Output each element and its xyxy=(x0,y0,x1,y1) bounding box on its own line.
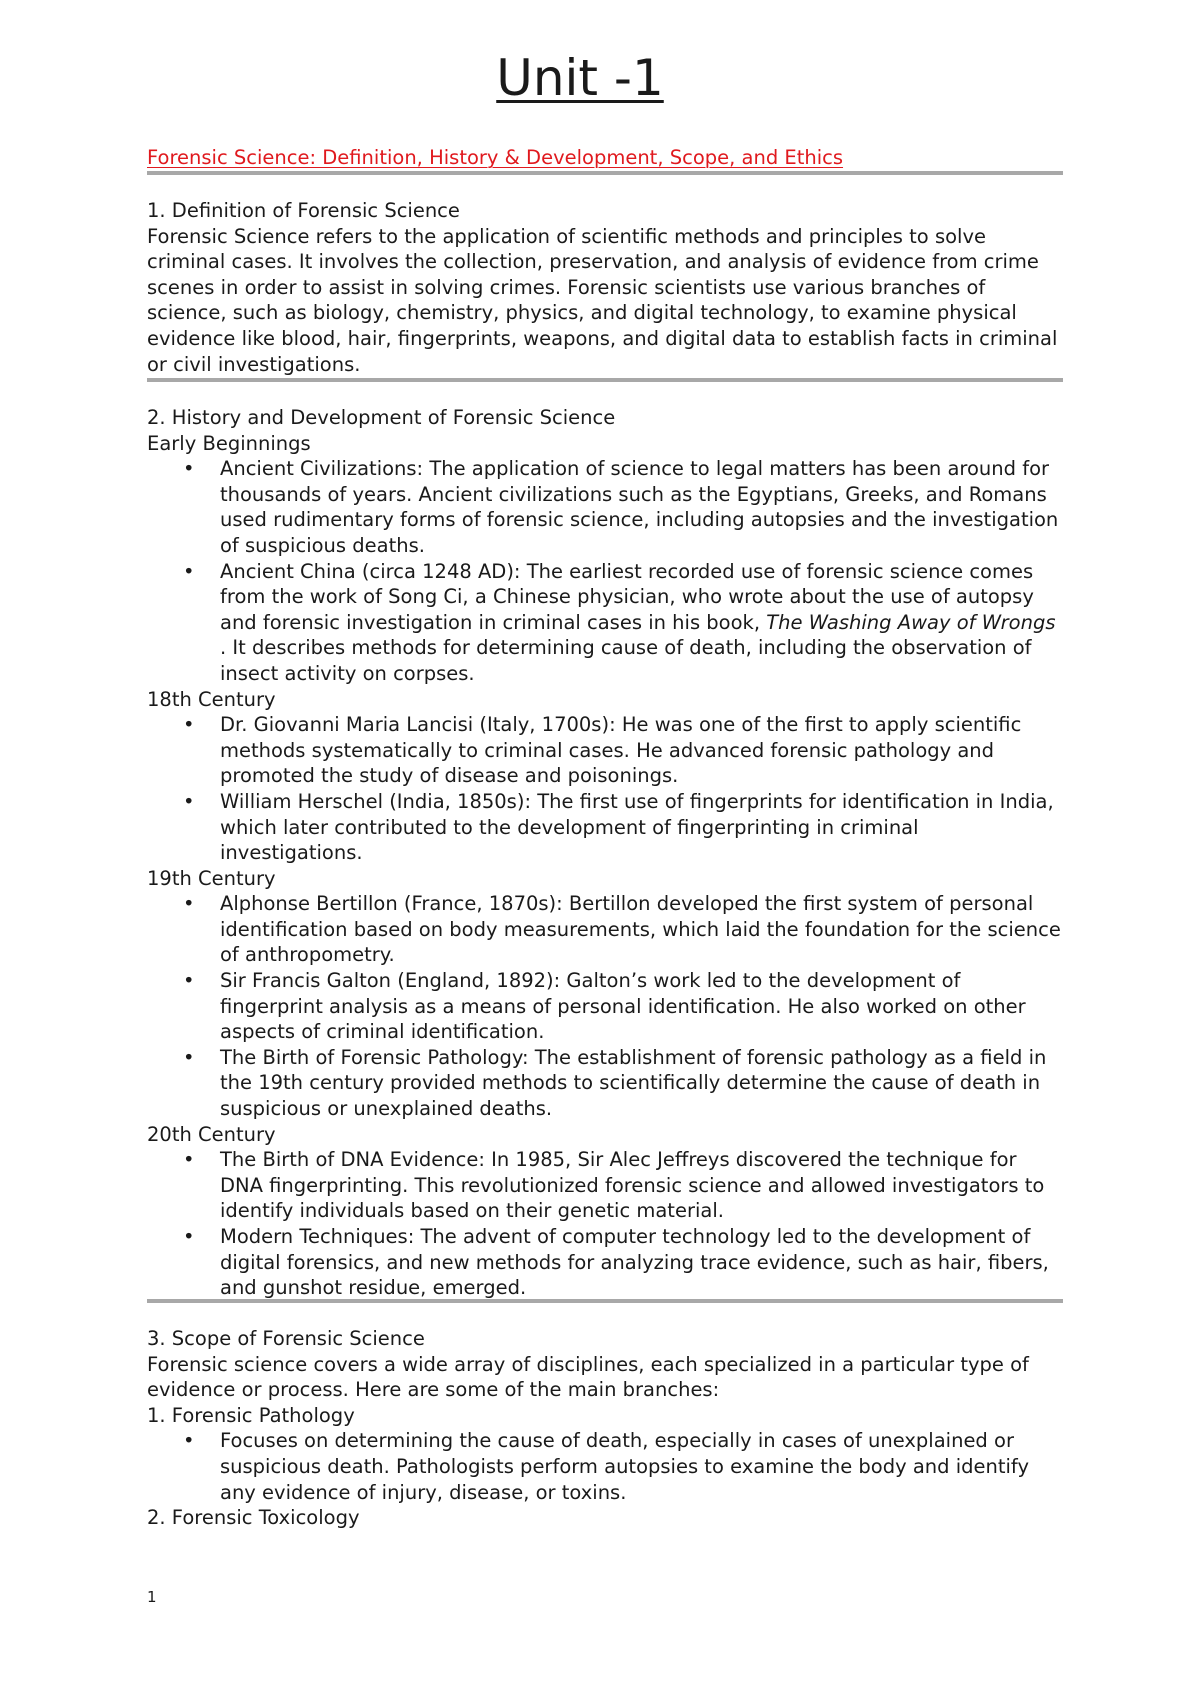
list-item: • Modern Techniques: The advent of computer technology led to the development of digital forensics, and new methods for analyzing trace evidence, such as hair, fibers, and gunshot residue, emerged. xyxy=(147,1224,1063,1301)
section-heading: 2. History and Development of Forensic Science xyxy=(147,406,616,429)
period-label: Early Beginnings xyxy=(147,431,311,455)
section-divider xyxy=(147,1299,1063,1303)
book-title: The Washing Away of Wrongs xyxy=(766,610,1056,634)
list-item: • Alphonse Bertillon (France, 1870s): Bertillon developed the first system of personal identification based on body measurements, which laid the foundation for the science of anthropometry. xyxy=(147,891,1063,968)
bullet-list xyxy=(147,712,1063,866)
section-divider xyxy=(147,378,1063,382)
list-item: • Ancient Civilizations: The application of science to legal matters has been around for thousands of years. Ancient civilizations such as the Egyptians, Greeks, and Romans used rudimentary forms of forensic science, including autopsies and the investigation of suspicious deaths. xyxy=(147,456,1063,558)
text-segment: Ancient China (circa 1248 AD): The earliest recorded use of forensic science comes from the work of Song Ci, a Chinese physician, who wrote about the use of autopsy and forensic investigation in criminal cases in his book, xyxy=(220,559,1034,634)
bullet-list xyxy=(147,1428,1063,1505)
period-label: 19th Century xyxy=(147,866,276,890)
list-item: • The Birth of Forensic Pathology: The establishment of forensic pathology as a field in the 19th century provided methods to scientifically determine the cause of death in suspicious or unexplained deaths. xyxy=(147,1045,1063,1122)
list-item: • Sir Francis Galton (England, 1892): Galton’s work led to the development of fingerprint analysis as a means of personal identification. He also worked on other aspects of criminal identification. xyxy=(147,968,1063,1045)
period-label: 18th Century xyxy=(147,687,276,711)
section-heading: 1. Definition of Forensic Science xyxy=(147,199,460,222)
section-scope xyxy=(147,1326,1063,1531)
list-item xyxy=(147,559,1063,687)
document-subtitle: Forensic Science: Definition, History & Development, Scope, and Ethics xyxy=(147,146,844,169)
branch-label: 1. Forensic Pathology xyxy=(147,1403,355,1427)
list-item: • William Herschel (India, 1850s): The first use of fingerprints for identification in India, which later contributed to the development of fingerprinting in criminal investigations. xyxy=(147,789,1063,866)
bullet-list xyxy=(147,456,1063,686)
bullet-list xyxy=(147,891,1063,1121)
list-item: • The Birth of DNA Evidence: In 1985, Sir Alec Jeffreys discovered the technique for DNA fingerprinting. This revolutionized forensic science and allowed investigators to identify individuals based on their genetic material. xyxy=(147,1147,1063,1224)
list-item: • Dr. Giovanni Maria Lancisi (Italy, 1700s): He was one of the first to apply scientific methods systematically to criminal cases. He advanced forensic pathology and promoted the study of disease and poisonings. xyxy=(147,712,1063,789)
page-number: 1 xyxy=(147,1588,157,1606)
period-label: 20th Century xyxy=(147,1122,276,1146)
section-heading: 3. Scope of Forensic Science xyxy=(147,1327,425,1350)
document-title: Unit -1 xyxy=(496,49,664,107)
section-definition xyxy=(147,198,1063,377)
paragraph: Forensic science covers a wide array of disciplines, each specialized in a particular type of evidence or process. Here are some of the main branches: xyxy=(147,1352,1029,1402)
bullet-list xyxy=(147,1147,1063,1301)
paragraph: Forensic Science refers to the application of scientific methods and principles to solve criminal cases. It involves the collection, preservation, and analysis of evidence from crime scenes in order to assist in solving crimes. Forensic scientists use various branches of science, such as biology, chemistry, physics, and digital technology, to examine physical evidence like blood, hair, fingerprints, weapons, and digital data to establish facts in criminal or civil investigations. xyxy=(147,224,1058,376)
branch-label: 2. Forensic Toxicology xyxy=(147,1506,360,1530)
list-item: • Focuses on determining the cause of death, especially in cases of unexplained or suspicious death. Pathologists perform autopsies to examine the body and identify any evidence of injury, disease, or toxins. xyxy=(147,1428,1063,1505)
section-divider xyxy=(147,171,1063,175)
section-history xyxy=(147,405,1063,1301)
text-segment: . It describes methods for determining cause of death, including the observation of insect activity on corpses. xyxy=(220,636,1032,685)
